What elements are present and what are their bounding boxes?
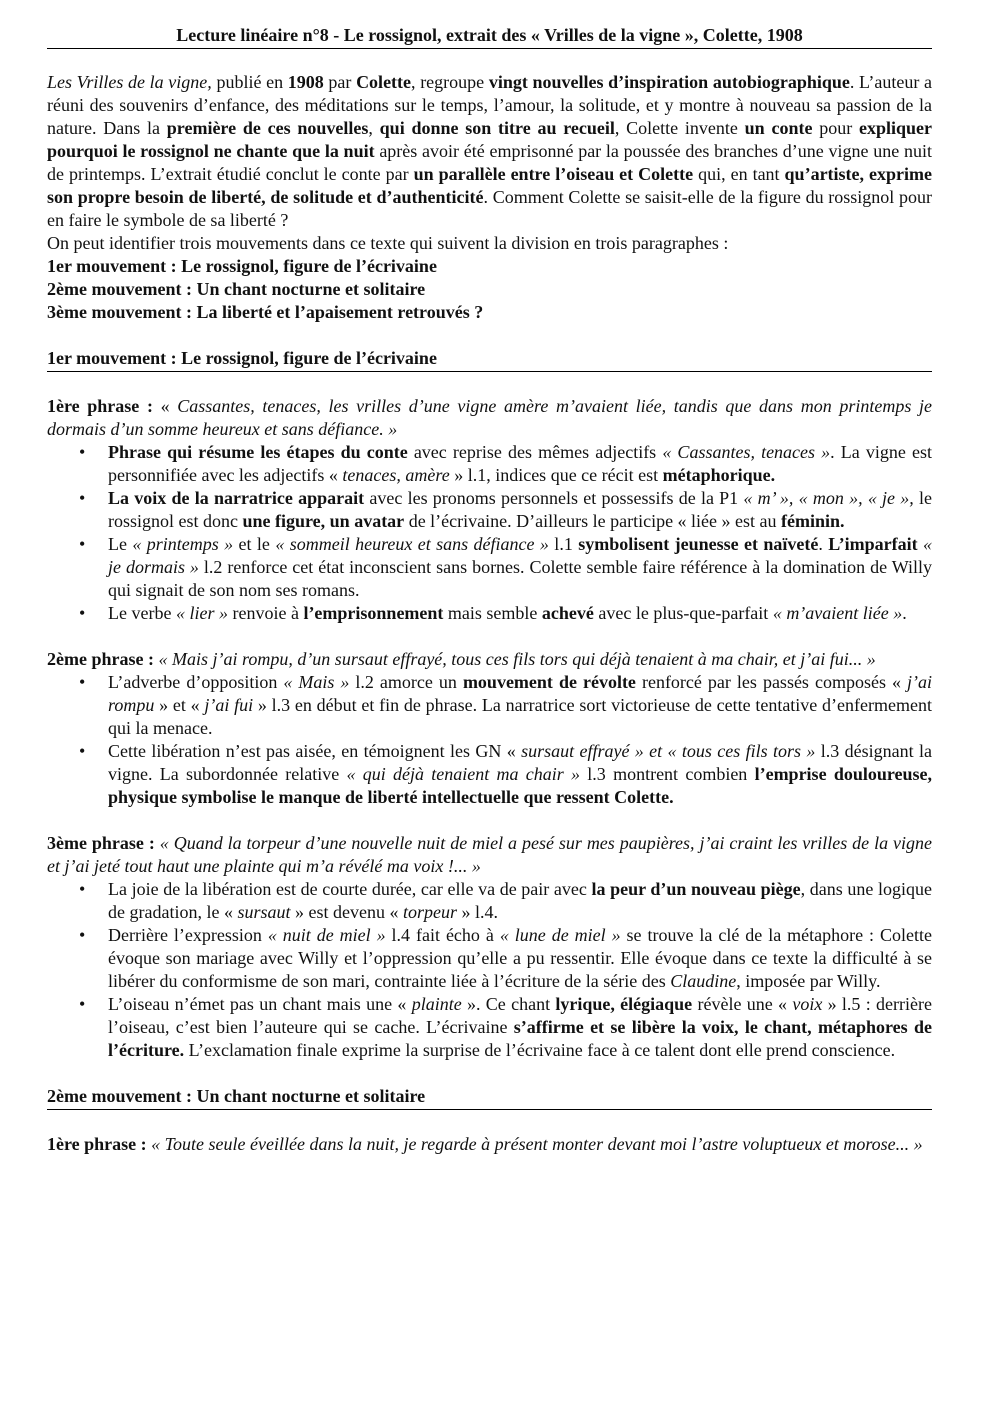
bold-run: métaphorique. bbox=[662, 465, 776, 485]
text-run: « bbox=[152, 396, 178, 416]
analysis-bullet-list bbox=[47, 671, 932, 809]
bold-run: achevé bbox=[541, 603, 594, 623]
italic-run: « Mais j’ai rompu, d’un sursaut effrayé, tous ces fils tors qui déjà tenaient à ma chair, et j’ai fui... » bbox=[158, 649, 876, 669]
text-run: , Colette invente bbox=[614, 118, 745, 138]
quote-text bbox=[47, 833, 932, 876]
text-run: » l.1, indices que ce récit est bbox=[449, 465, 663, 485]
text-run: l.3 montrent combien bbox=[580, 764, 755, 784]
quote-text bbox=[154, 649, 876, 669]
analysis-bullet bbox=[108, 671, 932, 740]
italic-run: tenaces, amère bbox=[342, 465, 450, 485]
analysis-bullet bbox=[108, 487, 932, 533]
phrase-quote bbox=[47, 648, 932, 671]
italic-run: Cassantes, tenaces, les vrilles d’une vigne amère m’avaient liée, tandis que dans mon printemps je dormais d’un somme heureux et sans défiance. » bbox=[47, 396, 932, 439]
text-run: L’exclamation finale exprime la surprise de l’écrivaine face à ce talent dont elle prend conscience. bbox=[184, 1040, 896, 1060]
bold-run: l’emprisonnement bbox=[303, 603, 444, 623]
phrase-label: 3ème phrase : bbox=[47, 833, 155, 853]
bold-run: qui donne son titre au recueil bbox=[379, 118, 615, 138]
quote-text bbox=[147, 1134, 923, 1154]
phrase-quote bbox=[47, 1133, 932, 1156]
intro-paragraph bbox=[47, 71, 932, 232]
plan-item-2: 2ème mouvement : Un chant nocturne et solitaire bbox=[47, 279, 426, 299]
phrase-label: 1ère phrase : bbox=[47, 396, 153, 416]
text-run: L’adverbe d’opposition bbox=[108, 672, 284, 692]
italic-run: « lune de miel » bbox=[499, 925, 621, 945]
document-title: Lecture linéaire n°8 - Le rossignol, extrait des « Vrilles de la vigne », Colette, 1908 bbox=[47, 24, 932, 49]
italic-run: j’ai fui bbox=[204, 695, 254, 715]
text-run: , dans une logique de gradation, le « bbox=[108, 879, 932, 922]
italic-run: « m’avaient liée » bbox=[772, 603, 903, 623]
bold-run: L’imparfait bbox=[828, 534, 918, 554]
text-run: La joie de la libération est de courte durée, car elle va de pair avec bbox=[108, 879, 592, 899]
bold-run: vingt nouvelles d’inspiration autobiographique bbox=[488, 72, 850, 92]
text-run: se trouve la clé de la métaphore : Colette évoque son mariage avec Willy et l’oppression qu’elle a pu ressentir. Elle évoque dans ce texte la difficulté à se libérer du conformisme de son mari, contrainte liée à l’écriture de la série des bbox=[108, 925, 932, 991]
italic-run: sursaut bbox=[237, 902, 291, 922]
bold-run: qu’artiste, exprime son propre besoin de liberté, de solitude et d’authenticité bbox=[47, 164, 932, 207]
phrase-label: 2ème phrase : bbox=[47, 649, 154, 669]
bold-run: un parallèle entre l’oiseau et Colette bbox=[413, 164, 694, 184]
italic-run: « Mais » bbox=[283, 672, 350, 692]
italic-run: torpeur bbox=[402, 902, 457, 922]
analysis-bullet bbox=[108, 740, 932, 809]
text-run: par bbox=[323, 72, 357, 92]
text-run: Le bbox=[108, 534, 133, 554]
italic-run: Claudine bbox=[670, 971, 737, 991]
italic-run: « je dormais » bbox=[108, 534, 932, 577]
bold-run: Colette bbox=[356, 72, 412, 92]
text-run: qui, en tant bbox=[693, 164, 785, 184]
analysis-sections bbox=[47, 324, 932, 1156]
text-run: Le verbe bbox=[108, 603, 176, 623]
italic-run: « m’ », « mon », « je », bbox=[743, 488, 914, 508]
text-run: l.4 fait écho à bbox=[385, 925, 500, 945]
text-run: le rossignol est donc bbox=[108, 488, 933, 531]
text-run: l.1 bbox=[548, 534, 579, 554]
analysis-bullet bbox=[108, 533, 932, 602]
plan-item-3: 3ème mouvement : La liberté et l’apaisement retrouvés ? bbox=[47, 302, 484, 322]
italic-run: « Quand la torpeur d’une nouvelle nuit de miel a pesé sur mes paupières, j’ai craint les vrilles de la vigne et j’ai jeté tout haut une plainte qui m’a révélé ma voix !... » bbox=[47, 833, 932, 876]
text-run: Cette libération n’est pas aisée, en témoignent les GN « bbox=[108, 741, 522, 761]
text-run: l.2 renforce cet état inconscient sans bornes. Colette semble faire référence à la domination de Willy qui signait de son nom ses romans. bbox=[108, 557, 933, 600]
italic-run: plainte bbox=[411, 994, 462, 1014]
text-run: révèle une « bbox=[692, 994, 793, 1014]
text-run: . Comment Colette se saisit-elle de la figure du rossignol pour en faire le symbole de sa liberté ? bbox=[47, 187, 932, 230]
text-run: . bbox=[818, 534, 829, 554]
text-run: publié en bbox=[211, 72, 288, 92]
text-run: de l’écrivaine. D’ailleurs le participe « liée » est au bbox=[404, 511, 782, 531]
text-run: » et « bbox=[154, 695, 205, 715]
text-run: » l.3 en début et fin de phrase. La narratrice sort victorieuse de cette tentative d’enfermement qui la menace. bbox=[108, 695, 932, 738]
italic-run: « nuit de miel » bbox=[267, 925, 386, 945]
italic-run: « sommeil heureux et sans défiance » bbox=[275, 534, 549, 554]
text-run: . L’auteur a réuni des souvenirs d’enfance, des méditations sur le temps, l’amour, la solitude, et y montre à nouveau sa passion de la nature. Dans la bbox=[47, 72, 933, 138]
text-run: avec le plus-que-parfait bbox=[593, 603, 773, 623]
phrase-quote bbox=[47, 395, 932, 441]
text-run: . bbox=[902, 603, 907, 623]
bold-run: féminin. bbox=[781, 511, 845, 531]
plan-list bbox=[47, 255, 932, 324]
analysis-bullet bbox=[108, 878, 932, 924]
plan-intro: On peut identifier trois mouvements dans ce texte qui suivent la division en trois paragraphes : bbox=[47, 233, 729, 253]
italic-run: « qui déjà tenaient ma chair » bbox=[346, 764, 581, 784]
text-run: » est devenu « bbox=[290, 902, 403, 922]
bold-run: lyrique, élégiaque bbox=[555, 994, 693, 1014]
text-run: l.2 amorce un bbox=[349, 672, 463, 692]
section-heading: 1er mouvement : Le rossignol, figure de l’écrivaine bbox=[47, 347, 932, 372]
text-run: , imposée par Willy. bbox=[736, 971, 881, 991]
analysis-bullet bbox=[108, 993, 932, 1062]
bold-run: symbolisent jeunesse et naïveté bbox=[578, 534, 819, 554]
bold-run: une figure, un avatar bbox=[242, 511, 405, 531]
bold-run: s’affirme et se libère la voix, le chant, métaphores de l’écriture. bbox=[108, 1017, 932, 1060]
italic-run: j’ai rompu bbox=[108, 672, 932, 715]
analysis-bullet-list bbox=[47, 441, 932, 625]
bold-run: Phrase qui résume les étapes du conte bbox=[108, 442, 408, 462]
text-run: renvoie à bbox=[227, 603, 304, 623]
text-run: avec reprise des mêmes adjectifs bbox=[407, 442, 663, 462]
text-run: mais semble bbox=[443, 603, 542, 623]
text-run: , bbox=[368, 118, 380, 138]
analysis-bullet-list bbox=[47, 878, 932, 1062]
analysis-bullet bbox=[108, 924, 932, 993]
italic-run: « lier » bbox=[175, 603, 228, 623]
text-run: , regroupe bbox=[411, 72, 489, 92]
bold-run: la peur d’un nouveau piège bbox=[591, 879, 801, 899]
text-run: et le bbox=[233, 534, 276, 554]
text-run: . La vigne est personnifiée avec les adjectifs « bbox=[108, 442, 932, 485]
analysis-bullet bbox=[108, 602, 932, 625]
phrase-quote bbox=[47, 832, 932, 878]
text-run: pour bbox=[812, 118, 859, 138]
plan-item-1: 1er mouvement : Le rossignol, figure de l’écrivaine bbox=[47, 256, 437, 276]
text-run: » l.5 : derrière l’oiseau, c’est bien l’auteure qui se cache. L’écrivaine bbox=[108, 994, 932, 1037]
bold-run: 1908 bbox=[287, 72, 324, 92]
text-run: renforcé par les passés composés « bbox=[635, 672, 907, 692]
text-run: L’oiseau n’émet pas un chant mais une « bbox=[108, 994, 412, 1014]
italic-run: voix bbox=[792, 994, 823, 1014]
bold-run: La voix de la narratrice apparait bbox=[108, 488, 365, 508]
text-run: avec les pronoms personnels et possessifs de la P1 bbox=[364, 488, 744, 508]
bold-run: mouvement de révolte bbox=[462, 672, 636, 692]
text-run: » l.4. bbox=[456, 902, 498, 922]
analysis-bullet bbox=[108, 441, 932, 487]
bold-run: l’emprise douloureuse, physique symbolise le manque de liberté intellectuelle que ressent Colette. bbox=[108, 764, 933, 807]
text-run: ». Ce chant bbox=[461, 994, 556, 1014]
text-run: l.3 désignant la vigne. La subordonnée relative bbox=[108, 741, 932, 784]
italic-run: « printemps » bbox=[132, 534, 234, 554]
quote-text bbox=[47, 396, 932, 439]
phrase-label: 1ère phrase : bbox=[47, 1134, 147, 1154]
section-heading: 2ème mouvement : Un chant nocturne et solitaire bbox=[47, 1085, 932, 1110]
bold-run: expliquer pourquoi le rossignol ne chante que la nuit bbox=[47, 118, 933, 161]
text-run: Derrière l’expression bbox=[108, 925, 268, 945]
text-run: après avoir été emprisonné par la poussée des branches d’une vigne une nuit de printemps. L’extrait étudié conclut le conte par bbox=[47, 141, 932, 184]
italic-run: Les Vrilles de la vigne, bbox=[47, 72, 212, 92]
bold-run: première de ces nouvelles bbox=[166, 118, 369, 138]
italic-run: « Cassantes, tenaces » bbox=[662, 442, 831, 462]
italic-run: sursaut effrayé » et « tous ces fils tors » bbox=[521, 741, 816, 761]
bold-run: un conte bbox=[744, 118, 813, 138]
italic-run: « Toute seule éveillée dans la nuit, je regarde à présent monter devant moi l’astre voluptueux et morose... » bbox=[151, 1134, 923, 1154]
